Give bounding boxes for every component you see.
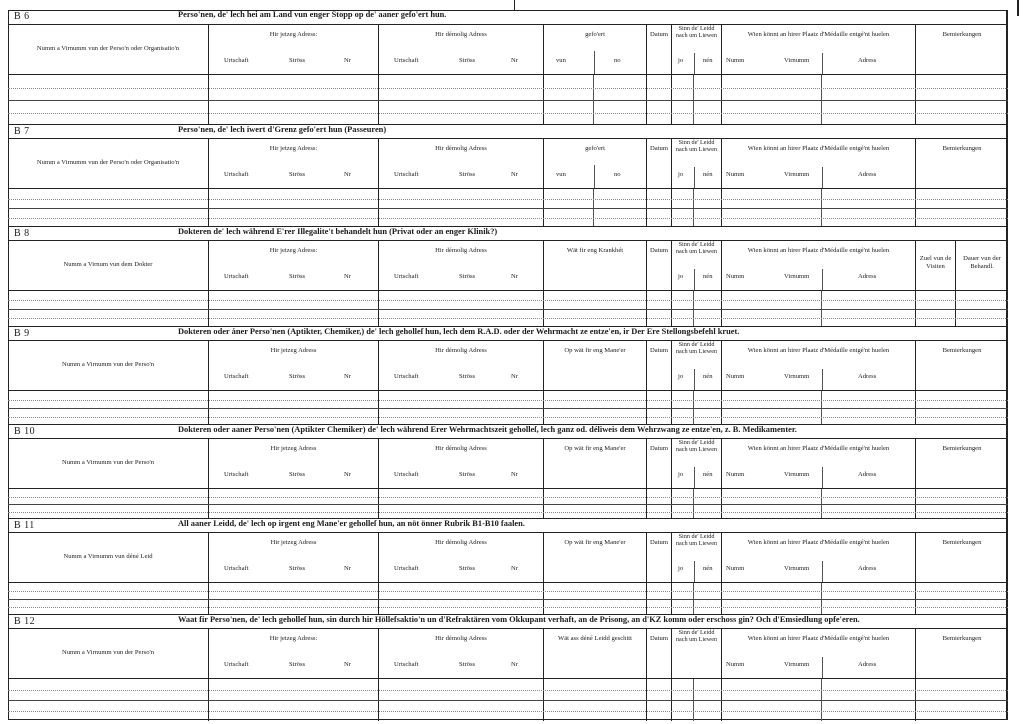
street-label: Ströss [459,57,476,64]
firstname-label: Virnumm [784,661,810,668]
street-label: Ströss [289,171,306,178]
alive-label: Sinn de' Leidd nach um Liewen [675,139,718,153]
section-code: B 11 [14,520,35,531]
name-col-label: Numm a Virnumm vun der Perso'n [61,649,155,656]
section-code: B 12 [14,616,36,627]
alive-header [671,533,721,583]
street-label: Ströss [459,373,476,380]
section-heading [8,124,1008,139]
former-address-header [378,139,543,189]
former-address-label: Hir démolig Adress [435,247,487,254]
remarks-header [915,533,1008,583]
medal-label: Wien könnt an hirer Plaatz d'Médaille entgé'nt huelen [747,635,890,642]
third-header [543,241,646,291]
no-label: nén [703,373,713,380]
header-row [8,138,1008,189]
medal-label: Wien könnt an hirer Plaatz d'Médaille entgé'nt huelen [747,445,890,452]
header-row [8,340,1008,391]
to-label: no [614,171,621,178]
entry-rows[interactable] [8,488,1008,519]
address-label: Adress [858,565,877,572]
from-label: vun [556,57,566,64]
date-label: Datum [650,445,668,452]
section-heading [8,424,1008,439]
street-label: Ströss [289,273,306,280]
number-label: Nr [344,565,351,572]
alive-header [671,341,721,391]
name-header [8,241,208,291]
alive-header [671,439,721,489]
remarks-label: Bemierkungen [942,31,982,38]
firstname-label: Virnumm [784,171,810,178]
name-header [8,629,208,679]
town-label: Urtschaft [394,57,419,64]
medal-label: Wien könnt an hirer Plaatz d'Médaille entgé'nt huelen [747,539,890,546]
current-address-label: Hir jetzeg Adress [270,347,317,354]
medal-header [721,439,915,489]
street-label: Ströss [459,565,476,572]
firstname-label: Virnumm [784,471,810,478]
current-address-label: Hir jetzeg Adress: [269,247,318,254]
third-col-label: Op wät fir eng Mane'er [564,539,626,546]
name-col-label: Numm a Virnum vun dem Dokter [63,261,153,268]
address-label: Adress [858,471,877,478]
no-label: nén [703,171,713,178]
current-address-label: Hir jetzeg Adress: [269,635,318,642]
number-label: Nr [344,471,351,478]
remarks-label: Bemierkungen [942,145,982,152]
surname-label: Numm [726,661,745,668]
town-label: Urtschaft [224,171,249,178]
number-label: Nr [511,471,518,478]
date-label: Datum [650,347,668,354]
number-label: Nr [511,373,518,380]
medal-label: Wien könnt an hirer Plaatz d'Médaille entgé'nt huelen [747,247,890,254]
street-label: Ströss [289,57,306,64]
section-heading [8,226,1008,241]
section-title: Waat fir Perso'nen, de' lech geholleſ hun, sin durch hir Höllefsaktio'n un d'Refraktären vom Okkupant verhaft, an de Prisong, an d'KZ komm oder erschoss gin? Och d'Emsiedlung opfe'eren. [178,615,860,624]
third-col-label: Wät ass déné Leidd geschitt [558,635,632,642]
firstname-label: Virnumm [784,273,810,280]
third-col-label: Wät fir eng Krankhét [566,247,624,254]
section-title: Dokteren de' lech während E'rer Illegalite't behandelt hun (Privat oder an enger Klinik?) [178,227,498,236]
medal-header [721,533,915,583]
date-label: Datum [650,145,668,152]
former-address-header [378,629,543,679]
street-label: Ströss [459,661,476,668]
remarks-label: Bemierkungen [942,347,982,354]
medal-header [721,629,915,679]
remarks-header [915,139,1008,189]
no-label: nén [703,471,713,478]
entry-rows[interactable] [8,678,1008,721]
surname-label: Numm [726,171,745,178]
street-label: Ströss [289,471,306,478]
current-address-header [208,139,378,189]
remarks-header [915,341,1008,391]
current-address-label: Hir jetzeg Adress [270,539,317,546]
former-address-label: Hir démolig Adress [435,539,487,546]
alive-label: Sinn de' Leidd nach um Liewen [675,241,718,255]
alive-label: Sinn de' Leidd nach um Liewen [675,629,718,643]
section-heading [8,10,1008,24]
medal-label: Wien könnt an hirer Plaatz d'Médaille entgé'nt huelen [747,145,890,152]
remarks-label: Bemierkungen [942,539,982,546]
former-address-header [378,439,543,489]
date-label: Datum [650,247,668,254]
section-heading [8,326,1008,341]
medal-label: Wien könnt an hirer Plaatz d'Médaille entgé'nt huelen [747,347,890,354]
edge-mark [1017,0,1019,16]
medal-header [721,241,915,291]
current-address-label: Hir jetzeg Adress: [269,31,318,38]
town-label: Urtschaft [224,373,249,380]
visits-header [915,241,955,291]
name-header [8,139,208,189]
name-col-label: Numm a Virnumm vun der Perso'n [61,459,155,466]
yes-label: jo [678,373,684,380]
surname-label: Numm [726,373,745,380]
current-address-header [208,629,378,679]
alive-label: Sinn de' Leidd nach um Liewen [675,341,718,355]
yes-label: jo [678,171,684,178]
section-title: Perso'nen, de' lech iwert d'Grenz gefo'ert hun (Passeuren) [178,125,387,134]
third-col-label: gefo'ert [585,31,605,38]
street-label: Ströss [459,273,476,280]
alive-header [671,25,721,75]
third-col-label: Op wät fir eng Mane'er [564,347,626,354]
former-address-label: Hir démolig Adress [435,635,487,642]
entry-rows[interactable] [8,390,1008,425]
no-label: nén [703,565,713,572]
current-address-header [208,241,378,291]
number-label: Nr [511,565,518,572]
header-row [8,532,1008,583]
former-address-header [378,533,543,583]
address-label: Adress [858,57,877,64]
third-header [543,341,646,391]
firstname-label: Virnumm [784,565,810,572]
date-header [646,241,671,291]
number-label: Nr [344,171,351,178]
no-label: nén [703,57,713,64]
section-code: B 7 [14,126,30,137]
number-label: Nr [344,373,351,380]
former-address-label: Hir démolig Adress [435,31,487,38]
section-code: B 8 [14,228,30,239]
header-row [8,438,1008,489]
surname-label: Numm [726,57,745,64]
remarks-header [915,25,1008,75]
duration-header [955,241,1008,291]
surname-label: Numm [726,565,745,572]
section-code: B 9 [14,328,30,339]
section-heading [8,614,1008,629]
section-title: Dokteren oder aaner Perso'nen (Aptikter Chemiker) de' lech während Erer Wehrmachtszeit geholleſ, lech ganz od. déliweis dem Wehrzwang ze entze'en, z. B. Medikamenter. [178,425,797,434]
third-header [543,533,646,583]
section-heading [8,518,1008,533]
alive-label: Sinn de' Leidd nach um Liewen [675,25,718,39]
date-header [646,439,671,489]
yes-label: jo [678,565,684,572]
number-label: Nr [344,273,351,280]
fold-mark [514,0,515,10]
to-label: no [614,57,621,64]
name-col-label: Numm a Virnumm vun der Perso'n oder Organisatio'n [36,159,180,166]
name-header [8,25,208,75]
date-header [646,139,671,189]
section-title: All aaner Leidd, de' lech op irgent eng Mane'er geholleſ hun, an nöt önner Rubrik B1-B10 faalen. [178,519,525,528]
number-label: Nr [511,273,518,280]
current-address-header [208,533,378,583]
address-label: Adress [858,273,877,280]
alive-header [671,139,721,189]
third-header [543,439,646,489]
number-label: Nr [511,57,518,64]
name-col-label: Numm a Virnumm vun der Perso'n [61,361,155,368]
section-code: B 10 [14,426,36,437]
name-header [8,439,208,489]
current-address-header [208,439,378,489]
remarks-header [915,629,1008,679]
visits-label: Zuel vun de Visiten [919,255,952,270]
current-address-label: Hir jetzeg Adress: [269,145,318,152]
remarks-label: Bemierkungen [942,635,982,642]
header-row [8,24,1008,75]
number-label: Nr [344,661,351,668]
town-label: Urtschaft [394,661,419,668]
name-col-label: Numm a Virnumm vun der Perso'n oder Organisatio'n [36,45,180,52]
date-header [646,629,671,679]
firstname-label: Virnumm [784,57,810,64]
date-header [646,341,671,391]
from-label: vun [556,171,566,178]
section-code: B 6 [14,11,30,22]
surname-label: Numm [726,273,745,280]
current-address-header [208,341,378,391]
former-address-label: Hir démolig Adress [435,347,487,354]
town-label: Urtschaft [224,57,249,64]
town-label: Urtschaft [224,565,249,572]
alive-label: Sinn de' Leidd nach um Liewen [675,439,718,453]
third-header [543,629,646,679]
street-label: Ströss [289,661,306,668]
yes-label: jo [678,57,684,64]
entry-rows[interactable] [8,290,1008,327]
medal-header [721,139,915,189]
section-title: Dokteren oder åner Perso'nen (Aptikter, Chemiker,) de' lech geholleſ hun, lech dem R.A.D. oder der Wehrmacht ze entze'en, ir Der Ere Stellongsbefehl kruet. [178,327,740,336]
street-label: Ströss [289,565,306,572]
remarks-header [915,439,1008,489]
yes-label: jo [678,273,684,280]
town-label: Urtschaft [224,661,249,668]
address-label: Adress [858,661,877,668]
header-row [8,240,1008,291]
alive-header [671,241,721,291]
date-label: Datum [650,539,668,546]
town-label: Urtschaft [394,565,419,572]
date-label: Datum [650,31,668,38]
date-header [646,533,671,583]
former-address-header [378,25,543,75]
town-label: Urtschaft [394,471,419,478]
third-col-label: Op wät fir eng Mane'er [564,445,626,452]
town-label: Urtschaft [394,373,419,380]
name-header [8,341,208,391]
street-label: Ströss [459,171,476,178]
number-label: Nr [511,171,518,178]
street-label: Ströss [459,471,476,478]
former-address-label: Hir démolig Adress [435,445,487,452]
address-label: Adress [858,171,877,178]
third-header [543,139,646,189]
name-header [8,533,208,583]
former-address-header [378,241,543,291]
entry-rows[interactable] [8,188,1008,227]
alive-header [671,629,721,679]
former-address-label: Hir démolig Adress [435,145,487,152]
address-label: Adress [858,373,877,380]
header-row [8,628,1008,679]
town-label: Urtschaft [224,273,249,280]
yes-label: jo [678,471,684,478]
entry-rows[interactable] [8,74,1008,125]
firstname-label: Virnumm [784,373,810,380]
street-label: Ströss [289,373,306,380]
entry-rows[interactable] [8,582,1008,615]
section-title: Perso'nen, de' lech hei am Land vun enger Stopp op de' aaner gefo'ert hun. [178,10,447,19]
number-label: Nr [511,661,518,668]
town-label: Urtschaft [394,171,419,178]
remarks-label: Bemierkungen [942,445,982,452]
date-label: Datum [650,635,668,642]
third-header [543,25,646,75]
alive-label: Sinn de' Leidd nach um Liewen [675,533,718,547]
third-col-label: gefo'ert [585,145,605,152]
date-header [646,25,671,75]
surname-label: Numm [726,471,745,478]
current-address-header [208,25,378,75]
name-col-label: Numm a Virnumm vun déné Leid [63,553,153,560]
former-address-header [378,341,543,391]
medal-label: Wien könnt an hirer Plaatz d'Médaille entgé'nt huelen [747,31,890,38]
number-label: Nr [344,57,351,64]
duration-label: Dauer vun der Behandl. [963,255,1001,270]
medal-header [721,25,915,75]
town-label: Urtschaft [224,471,249,478]
medal-header [721,341,915,391]
no-label: nén [703,273,713,280]
current-address-label: Hir jetzeg Adress [270,445,317,452]
town-label: Urtschaft [394,273,419,280]
